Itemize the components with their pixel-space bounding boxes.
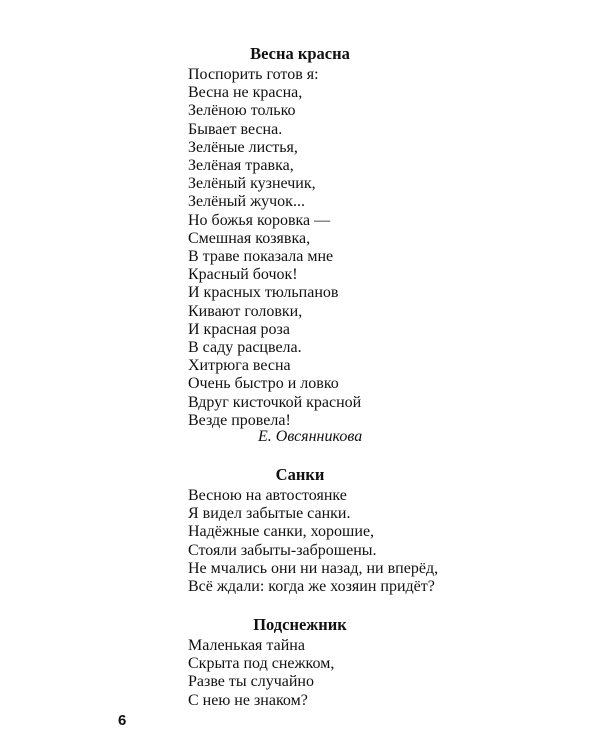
page-number: 6 [118, 712, 127, 729]
poem-line: Надёжные санки, хорошие, [188, 523, 375, 541]
poem-lines [188, 637, 334, 710]
poem-line: Смешная козявка, [188, 229, 311, 247]
poem-line: Кивают головки, [188, 302, 303, 320]
poem-line: Зелёною только [188, 102, 296, 120]
poem-line: Но божья коровка — [188, 211, 331, 229]
poem-line: Маленькая тайна [188, 637, 305, 654]
poem-line: Поспорить готов я: [188, 66, 319, 83]
poem-line: Очень быстро и ловко [188, 375, 339, 393]
poem-line: Весною на автостоянке [188, 487, 347, 504]
poem-line: Скрыта под снежком, [188, 655, 335, 673]
poem-line: В саду расцвела. [188, 339, 302, 357]
poem-line: Зелёный жучок... [188, 193, 305, 211]
poem-title: Весна красна [250, 44, 350, 63]
poem-author: Е. Овсянникова [258, 428, 363, 445]
poem-lines [188, 66, 361, 430]
poem-line: Весна не красна, [188, 84, 303, 102]
poem-line: Зелёные листья, [188, 138, 298, 156]
poem-line: И красная роза [188, 320, 290, 338]
poem-line: Я видел забытые санки. [188, 505, 351, 523]
poem-line: Зелёный кузнечик, [188, 175, 316, 193]
poem-title: Подснежник [253, 615, 347, 634]
poem-line: Зелёная травка, [188, 157, 294, 175]
poem-line: Всё ждали: когда же хозяин придёт? [188, 578, 435, 596]
poem-line: И красных тюльпанов [188, 284, 339, 302]
poem-line: Разве ты случайно [188, 673, 314, 691]
poem-line: С нею не знаком? [188, 691, 308, 709]
poem-line: Везде провела! [188, 411, 291, 429]
poem-lines [188, 487, 438, 596]
poem-line: Красный бочок! [188, 266, 298, 284]
poem-line: Хитрюга весна [188, 357, 291, 375]
poem-title: Санки [275, 465, 325, 484]
poem-line: Бывает весна. [188, 120, 283, 138]
poem-line: В траве показала мне [188, 248, 334, 266]
poem-line: Стояли забыты-заброшены. [188, 541, 377, 559]
poem-line: Вдруг кисточкой красной [188, 393, 362, 411]
poem-line: Не мчались они ни назад, ни вперёд, [188, 559, 439, 577]
